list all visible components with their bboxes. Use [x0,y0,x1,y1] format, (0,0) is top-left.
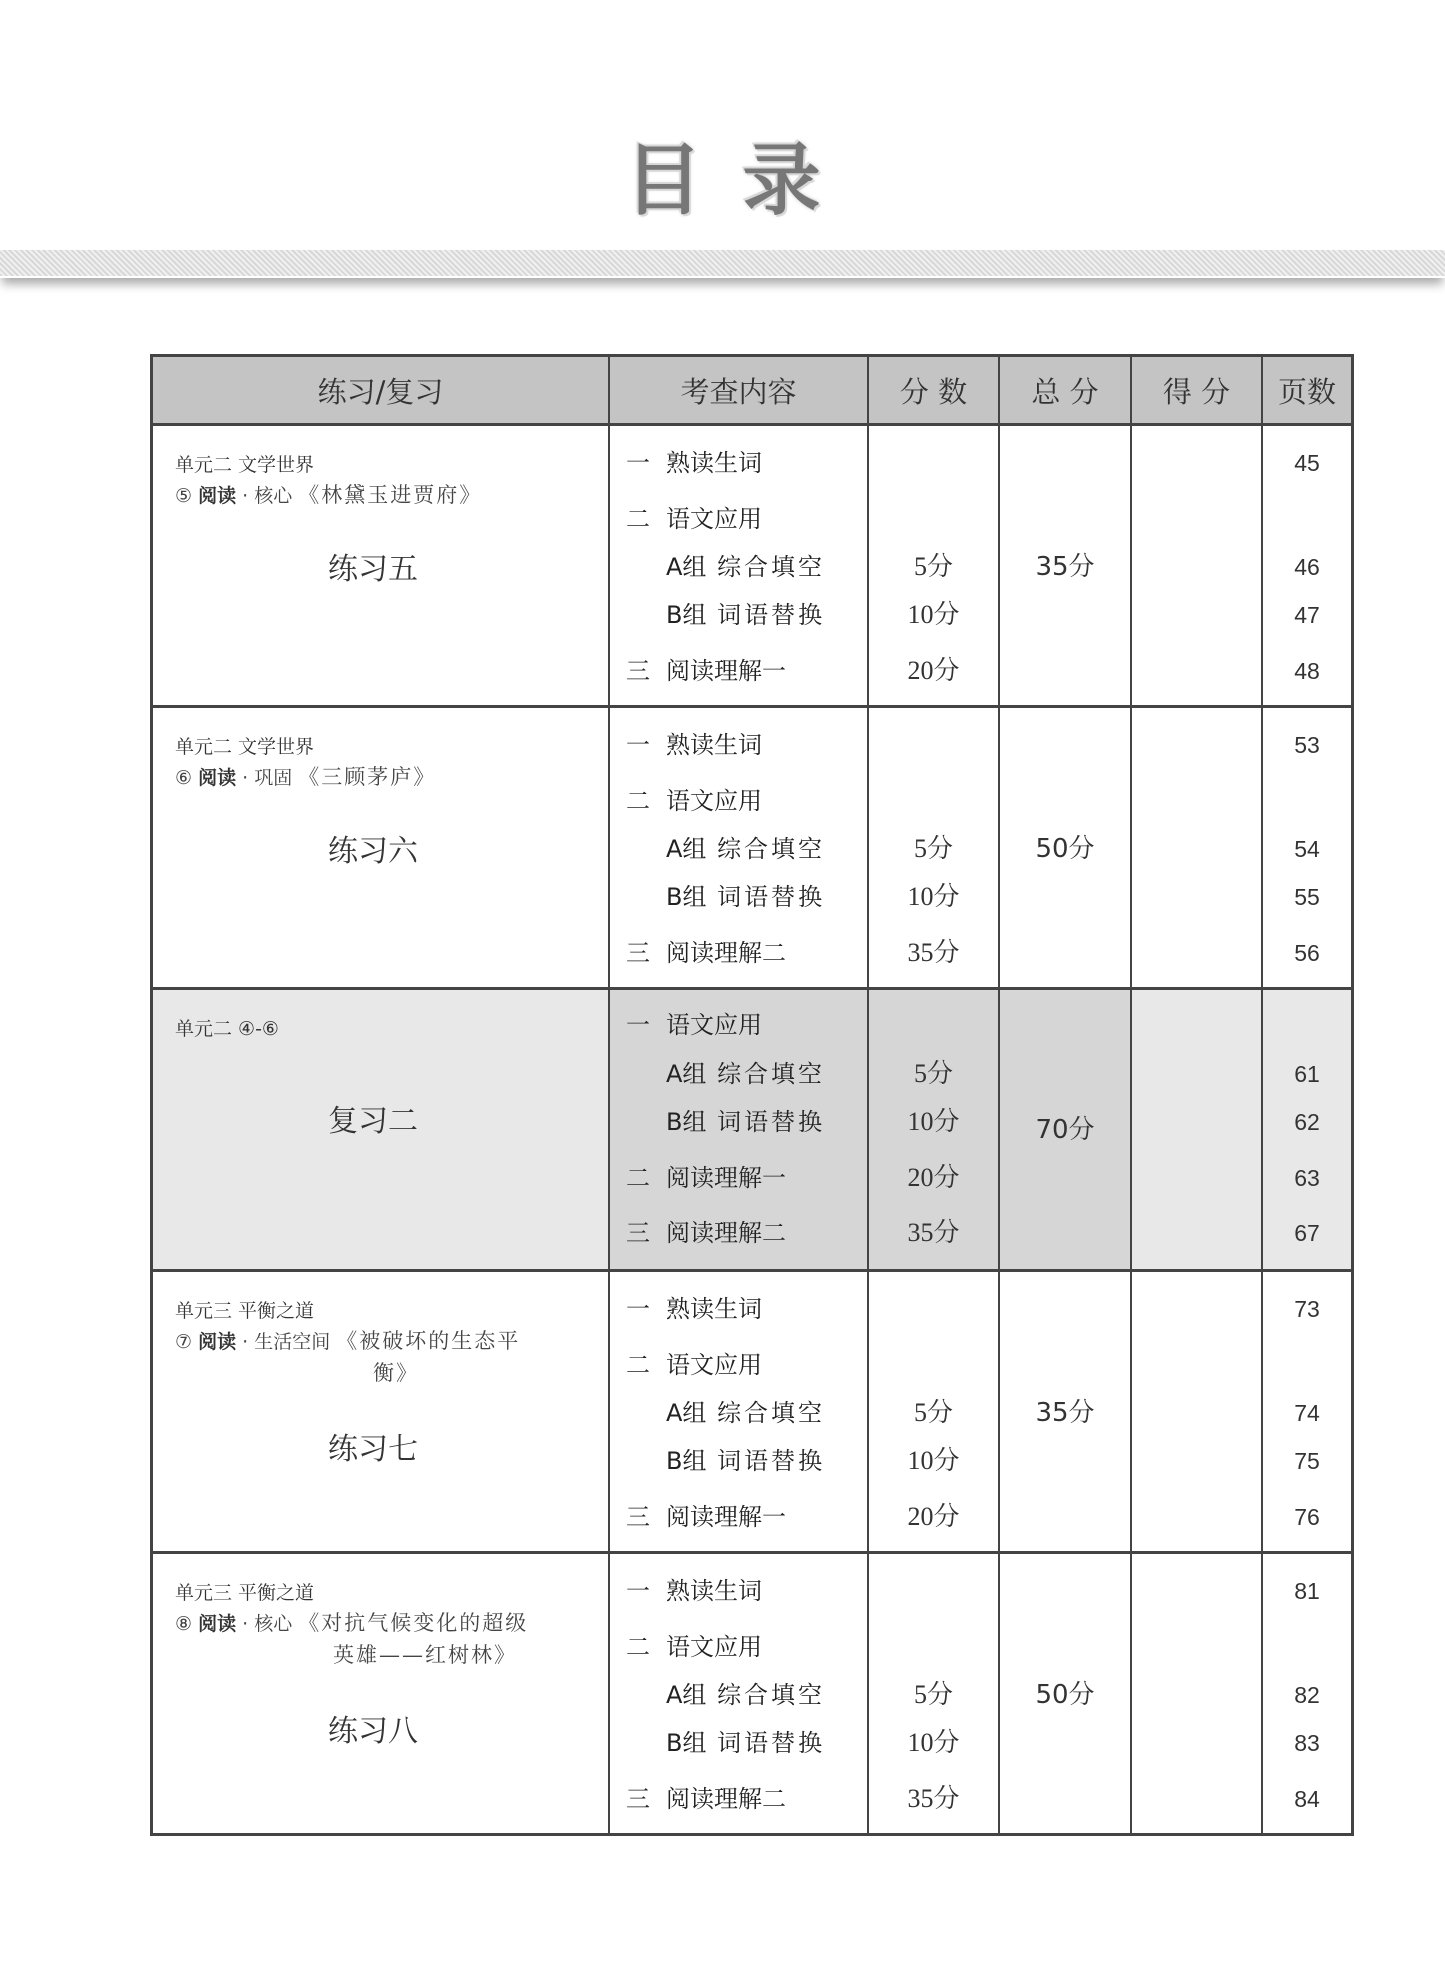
item-page[interactable]: 61 [1294,1061,1320,1087]
page-cell [1263,990,1351,1269]
item-page[interactable]: 82 [1294,1682,1320,1708]
lesson-type: 阅读 [198,1613,237,1635]
item-label [666,1576,762,1606]
item-page[interactable]: 75 [1294,1448,1320,1474]
lesson-subtitle [175,761,436,791]
item-number: 二 [626,1351,650,1379]
item-page[interactable]: 45 [1294,450,1320,476]
item-label [666,882,825,912]
exercise-cell [153,1554,610,1833]
total-score: 50分 [1035,834,1095,864]
item-score: 20分 [907,1163,960,1192]
lesson-category: · 核心 [242,485,293,507]
item-number: 二 [626,1633,650,1661]
unit-label: 单元二 文学世界 [175,454,315,476]
lesson-number: ⑧ [175,1613,193,1635]
item-group: B组 [666,601,707,629]
item-text: 阅读理解二 [666,939,786,967]
item-label [666,656,786,686]
item-page[interactable]: 63 [1294,1165,1320,1191]
item-score: 35分 [907,1218,960,1247]
item-label [666,1502,786,1532]
item-score: 5分 [913,834,953,863]
exercise-title[interactable]: 练习七 [328,1432,418,1467]
item-text: 阅读理解一 [666,1164,786,1192]
item-label [666,1059,825,1089]
total-cell [1000,1554,1132,1833]
item-group: A组 [666,1060,707,1088]
obtained-cell [1132,426,1263,705]
content-item [610,730,867,760]
item-label [666,1218,786,1248]
item-group: B组 [666,883,707,911]
total-cell [1000,426,1132,705]
item-group: A组 [666,553,707,581]
table-row [153,426,1351,708]
item-number: 一 [626,1577,650,1605]
item-text: 熟读生词 [666,1295,762,1323]
item-text: 综合填空 [717,553,826,581]
item-text: 词语替换 [717,1108,826,1136]
obtained-cell [1132,990,1263,1269]
total-cell [1000,990,1132,1269]
content-item [610,834,867,864]
table-row [153,1554,1351,1833]
item-text: 熟读生词 [666,1577,762,1605]
score-cell [869,1554,1000,1833]
item-label [666,1728,825,1758]
score-cell [869,1272,1000,1551]
content-item [610,1784,867,1814]
content-item [610,448,867,478]
content-item [610,552,867,582]
item-number: 一 [626,1011,650,1039]
item-group: A组 [666,1681,707,1709]
item-score: 5分 [913,1680,953,1709]
item-score: 10分 [907,1728,960,1757]
item-label [666,504,762,534]
item-page[interactable]: 81 [1294,1578,1320,1604]
total-cell [1000,708,1132,987]
item-label [666,600,825,630]
item-label [666,1163,786,1193]
item-text: 综合填空 [717,1399,826,1427]
score-cell [869,990,1000,1269]
item-text: 综合填空 [717,1060,826,1088]
exercise-cell [153,426,610,705]
item-page[interactable]: 46 [1294,554,1320,580]
score-cell [869,708,1000,987]
content-item [610,1059,867,1089]
item-label [666,1107,825,1137]
item-group: A组 [666,1399,707,1427]
item-score: 20分 [907,1502,960,1531]
item-label [666,1446,825,1476]
score-cell [869,426,1000,705]
item-text: 阅读理解二 [666,1219,786,1247]
exercise-cell [153,990,610,1269]
exercise-title[interactable]: 练习八 [328,1714,418,1749]
lesson-subtitle [175,479,482,509]
item-text: 词语替换 [717,1447,826,1475]
table-row [153,708,1351,990]
item-label [666,1784,786,1814]
table-row [153,1272,1351,1554]
content-item [610,1218,867,1248]
item-page[interactable]: 56 [1294,940,1320,966]
item-label [666,834,825,864]
lesson-subtitle [175,1607,528,1637]
item-group: B组 [666,1447,707,1475]
lesson-number: ⑦ [175,1331,193,1353]
item-page[interactable]: 47 [1294,602,1320,628]
lesson-book-title: 《三顾茅庐》 [298,765,437,789]
content-cell [610,1554,869,1833]
lesson-book-title-cont: 英雄——红树林》 [333,1643,517,1667]
total-score: 35分 [1035,1398,1095,1428]
item-number: 三 [626,1503,650,1531]
content-item [610,1010,867,1040]
content-item [610,600,867,630]
item-text: 熟读生词 [666,449,762,477]
item-label [666,448,762,478]
item-text: 阅读理解二 [666,1785,786,1813]
item-score: 10分 [907,882,960,911]
item-label [666,1680,825,1710]
exercise-title[interactable]: 练习六 [328,834,418,869]
lesson-book-title-cont: 衡》 [373,1361,419,1385]
item-label [666,730,762,760]
page-title: 目录 [624,136,861,226]
item-text: 语文应用 [666,1011,762,1039]
header-score: 分 数 [869,357,1000,423]
item-number: 一 [626,449,650,477]
content-item [610,882,867,912]
item-page[interactable]: 84 [1294,1786,1320,1812]
item-number: 一 [626,731,650,759]
toc-table [150,354,1354,1836]
item-text: 语文应用 [666,505,762,533]
item-label [666,1632,762,1662]
item-number: 三 [626,939,650,967]
content-cell [610,708,869,987]
content-item [610,1163,867,1193]
content-item [610,1294,867,1324]
item-text: 词语替换 [717,601,826,629]
content-item [610,1728,867,1758]
lesson-type: 阅读 [198,485,237,507]
item-score: 10分 [907,600,960,629]
item-score: 5分 [913,552,953,581]
exercise-title[interactable]: 复习二 [328,1104,418,1139]
exercise-title[interactable]: 练习五 [328,552,418,587]
item-group: B组 [666,1729,707,1757]
obtained-cell [1132,1554,1263,1833]
item-page[interactable]: 55 [1294,884,1320,910]
item-score: 5分 [913,1059,953,1088]
item-page[interactable]: 76 [1294,1504,1320,1530]
content-cell [610,990,869,1269]
item-label [666,1294,762,1324]
unit-label: 单元二 文学世界 [175,736,315,758]
item-text: 词语替换 [717,883,826,911]
lesson-book-title: 《对抗气候变化的超级 [298,1611,529,1635]
header-exercise: 练习/复习 [153,357,610,423]
item-group: B组 [666,1108,707,1136]
page-cell [1263,1272,1351,1551]
item-page[interactable]: 53 [1294,732,1320,758]
item-label [666,552,825,582]
lesson-type: 阅读 [198,767,237,789]
content-item [610,1446,867,1476]
content-item [610,1107,867,1137]
item-page[interactable]: 48 [1294,658,1320,684]
lesson-subtitle [175,1325,520,1355]
header-content: 考查内容 [610,357,869,423]
content-item [610,1576,867,1606]
content-item [610,1398,867,1428]
item-score: 10分 [907,1107,960,1136]
item-text: 综合填空 [717,835,826,863]
decorative-band [0,250,1445,278]
item-page[interactable]: 62 [1294,1109,1320,1135]
item-page[interactable]: 74 [1294,1400,1320,1426]
page-cell [1263,426,1351,705]
item-page[interactable]: 67 [1294,1220,1320,1246]
item-number: 二 [626,505,650,533]
exercise-cell [153,708,610,987]
unit-label: 单元三 平衡之道 [175,1300,315,1322]
item-page[interactable]: 83 [1294,1730,1320,1756]
lesson-number: ⑥ [175,767,193,789]
item-page[interactable]: 54 [1294,836,1320,862]
content-cell [610,1272,869,1551]
total-score: 35分 [1035,552,1095,582]
lesson-number: ⑤ [175,485,193,507]
page-cell [1263,708,1351,987]
lesson-type: 阅读 [198,1331,237,1353]
item-label [666,1350,762,1380]
item-text: 阅读理解一 [666,1503,786,1531]
item-number: 一 [626,1295,650,1323]
item-score: 35分 [907,938,960,967]
item-text: 词语替换 [717,1729,826,1757]
item-label [666,1010,762,1040]
content-item [610,656,867,686]
table-header [153,357,1351,426]
item-label [666,1398,825,1428]
item-text: 语文应用 [666,1633,762,1661]
item-number: 二 [626,787,650,815]
item-label [666,938,786,968]
table-row [153,990,1351,1272]
header-page: 页数 [1277,374,1336,409]
total-cell [1000,1272,1132,1551]
header-obtained: 得 分 [1132,357,1263,423]
content-item [610,1632,867,1662]
item-page[interactable]: 73 [1294,1296,1320,1322]
content-item [610,938,867,968]
item-number: 二 [626,1164,650,1192]
obtained-cell [1132,708,1263,987]
content-item [610,1680,867,1710]
total-score: 50分 [1035,1680,1095,1710]
page-cell [1263,1554,1351,1833]
item-score: 35分 [907,1784,960,1813]
unit-label: 单元三 平衡之道 [175,1582,315,1604]
item-text: 语文应用 [666,787,762,815]
header-total: 总 分 [1000,357,1132,423]
lesson-book-title: 《林黛玉进贾府》 [298,483,483,507]
item-text: 阅读理解一 [666,657,786,685]
item-number: 三 [626,1219,650,1247]
total-score: 70分 [1035,1115,1095,1145]
lesson-book-title: 《被破坏的生态平 [336,1329,521,1353]
item-number: 三 [626,1785,650,1813]
item-score: 20分 [907,656,960,685]
item-text: 综合填空 [717,1681,826,1709]
content-item [610,1350,867,1380]
item-text: 熟读生词 [666,731,762,759]
unit-label: 单元二 ④-⑥ [175,1018,279,1040]
item-number: 三 [626,657,650,685]
content-item [610,786,867,816]
item-text: 语文应用 [666,1351,762,1379]
lesson-category: · 核心 [242,1613,293,1635]
item-group: A组 [666,835,707,863]
exercise-cell [153,1272,610,1551]
item-label [666,786,762,816]
item-score: 10分 [907,1446,960,1475]
content-cell [610,426,869,705]
lesson-category: · 生活空间 [242,1331,331,1353]
content-item [610,1502,867,1532]
obtained-cell [1132,1272,1263,1551]
lesson-category: · 巩固 [242,767,293,789]
item-score: 5分 [913,1398,953,1427]
content-item [610,504,867,534]
